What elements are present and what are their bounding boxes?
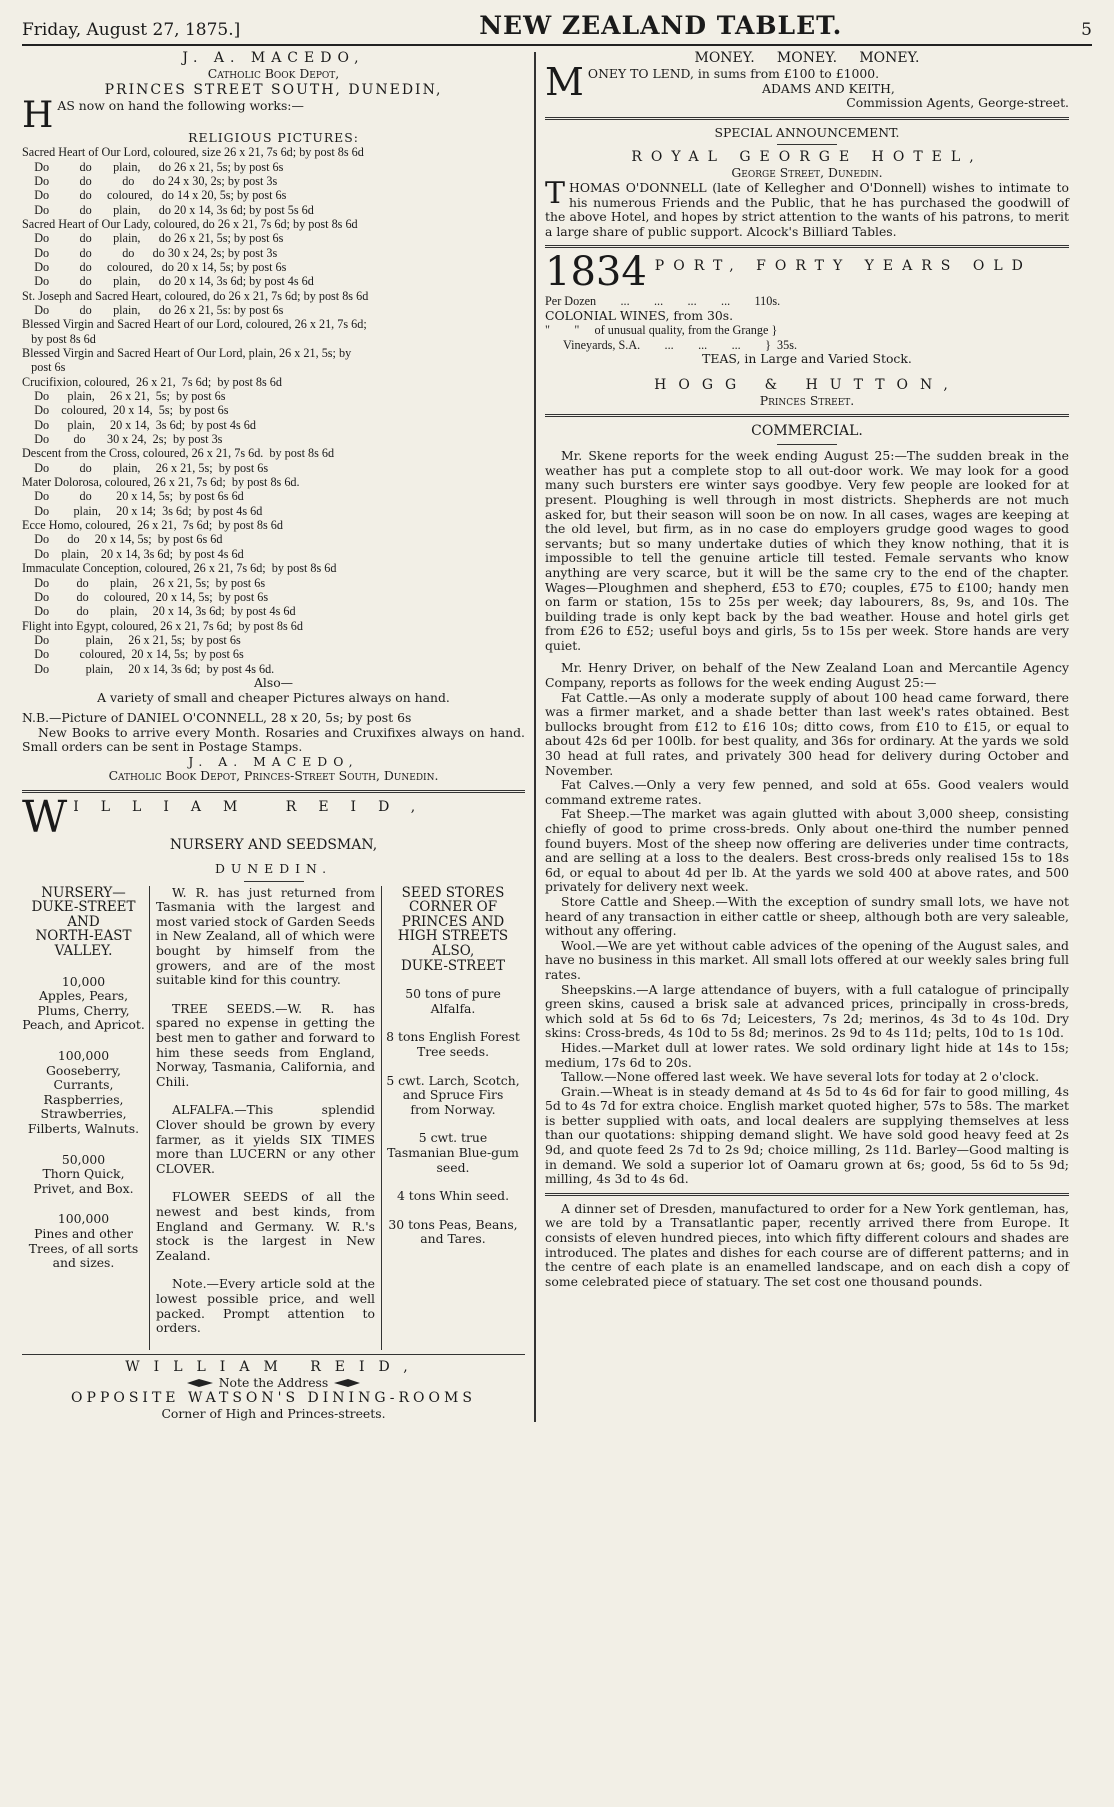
price-list-line: Do do plain, 26 x 21, 5s; by post 6s bbox=[22, 460, 269, 475]
price-list-line: Do do plain, do 20 x 14, 3s 6d; by post 4s 6d bbox=[22, 274, 314, 289]
commercial-paragraph: Sheepskins.—A large attendance of buyers, with a full catalogue of principally green skins, caused a brisk sale at advanced prices, principally in cross-breds, which sold at 5s 6d to 6s 7d; Leicesters, 7s 2d; merinos, 4s 3d to 4s 10d. Dry skins: Cross-breds, 4s 10d to 5s 8d; merinos. 2s 9d to 4s 11d; pelts, 10d to 1s 10d. bbox=[545, 981, 1069, 1041]
divider bbox=[22, 790, 525, 793]
religious-pictures-heading: RELIGIOUS PICTURES: bbox=[188, 129, 359, 145]
stores-entry: 5 cwt. Larch, Scotch, and Spruce Firs from Norway. bbox=[386, 1072, 520, 1117]
books-notice: New Books to arrive every Month. Rosaries and Cruxifixes always on hand. Small orders can be sent in Postage Stamps. bbox=[22, 724, 525, 755]
commercial-paragraph: Grain.—Wheat is in steady demand at 4s 5d to 4s 6d for fair to good milling, 4s 5d to 4s 7d for extra choice. English market quoted higher, 57s to 58s. The market is better supplied with oats, and local dealers are supplying themselves at less than our quotations: shipping demand slight. We have sold good heavy feed at 2s 9d, and quote feed 2s 7d to 2s 9d; choice milling, 2s 11d. Barley—Good malting is in demand. We sold a superior lot of Oamaru grown at 6s; good, 5s 6d to 5s 9d; milling, 4s 3d to 4s 6d. bbox=[545, 1083, 1069, 1187]
drop-cap: T bbox=[545, 175, 566, 211]
nursery-entry: Gooseberry, Currants, Raspberries, Strawberries, Filberts, Walnuts. bbox=[27, 1062, 140, 1136]
reid-paragraph: W. R. has just returned from Tasmania with the largest and most varied stock of Garden Seeds in New Zealand, all of which were bought by himself from the growers, and are of the most suitable kind for this country. bbox=[156, 884, 375, 988]
nursery-entry: VALLEY. bbox=[54, 943, 113, 960]
nursery-entry: Pines and other Trees, of all sorts and sizes. bbox=[28, 1225, 139, 1271]
price-list-line: Do do coloured, do 20 x 14, 5s; by post 6s bbox=[22, 259, 287, 274]
macedo-depot: Catholic Book Depot, bbox=[207, 66, 340, 81]
price-list-line: Do do plain, do 26 x 21, 5s: by post 6s bbox=[22, 302, 284, 317]
price-list-line: Do do coloured, 20 x 14, 5s; by post 6s bbox=[22, 589, 269, 604]
price-list-line: Do do do do 24 x 30, 2s; by post 3s bbox=[22, 173, 278, 188]
price-list-line: Do do plain, do 20 x 14, 3s 6d; by post 5s 6d bbox=[22, 202, 314, 217]
left-column bbox=[22, 50, 534, 1422]
nursery-entry: Apples, Pears, Plums, Cherry, Peach, and Apricot. bbox=[22, 988, 145, 1033]
stores-entry: DUKE-STREET bbox=[400, 957, 506, 974]
port-dozen: Per Dozen ... ... ... ... 110s. bbox=[545, 294, 781, 309]
right-column bbox=[536, 50, 1069, 1422]
price-list-line: Do do 30 x 24, 2s; by post 3s bbox=[22, 432, 223, 447]
stores-entry: 8 tons English Forest Tree seeds. bbox=[386, 1029, 520, 1059]
nb-line: N.B.—Picture of DANIEL O'CONNELL, 28 x 20, 5s; by post 6s bbox=[22, 710, 412, 726]
price-list-line: Sacred Heart of Our Lady, coloured, do 26 x 21, 7s 6d; by post 8s 6d bbox=[22, 216, 358, 231]
port-title: PORT, FORTY YEARS OLD bbox=[654, 258, 1032, 275]
drop-cap: H bbox=[22, 98, 54, 131]
price-list-line: Sacred Heart of Our Lord, coloured, size 26 x 21, 7s 6d; by post 8s 6d bbox=[22, 145, 364, 160]
macedo-street: PRINCES STREET SOUTH, DUNEDIN, bbox=[104, 81, 443, 98]
reid-stores-column bbox=[382, 886, 520, 1350]
colonial-wines: COLONIAL WINES, from 30s. bbox=[545, 307, 734, 323]
stores-entry: CORNER OF bbox=[408, 899, 498, 916]
port-year: 1834 bbox=[545, 254, 647, 291]
reid-trade: NURSERY AND SEEDSMAN, bbox=[169, 837, 378, 854]
reid-nursery-column bbox=[22, 886, 150, 1350]
commercial-paragraph: Fat Cattle.—As only a moderate supply of about 100 head came forward, there was a firmer market, and a shade better than last week's rates obtained. Best bullocks brought from £12 to £16 10s; ditto cows, from £10 to £15, or equal to about 42s 6d per 100lb. for best quality, and 36s for ordinary. At the yards we sold 30 head at full rates, and privately 300 head for delivery during October and November. bbox=[545, 689, 1069, 778]
nursery-entry: NURSERY— bbox=[41, 884, 126, 901]
price-list-line: Flight into Egypt, coloured, 26 x 21, 7s 6d; by post 8s 6d bbox=[22, 618, 303, 633]
price-list-line: by post 8s 6d bbox=[22, 331, 96, 346]
commercial-paragraph: Hides.—Market dull at lower rates. We sold ordinary light hide at 14s to 15s; medium, 17s 6d to 20s. bbox=[545, 1039, 1069, 1070]
price-list-line: Do do plain, do 26 x 21, 5s; by post 6s bbox=[22, 159, 284, 174]
stores-entry: HIGH STREETS bbox=[397, 928, 509, 945]
commercial-paragraph: Tallow.—None offered last week. We have several lots for today at 2 o'clock. bbox=[561, 1069, 1040, 1085]
stores-entry: 30 tons Peas, Beans, and Tares. bbox=[388, 1216, 518, 1247]
price-list-line: Descent from the Cross, coloured, 26 x 21, 7s 6d. by post 8s 6d bbox=[22, 446, 335, 461]
price-list-line: Blessed Virgin and Sacred Heart of our Lord, coloured, 26 x 21, 7s 6d; bbox=[22, 317, 367, 332]
teas-line: TEAS, in Large and Varied Stock. bbox=[702, 350, 912, 366]
drop-cap: W bbox=[22, 799, 68, 838]
special-heading: SPECIAL ANNOUNCEMENT. bbox=[714, 124, 900, 140]
grange-line-1: " " of unusual quality, from the Grange } bbox=[545, 323, 778, 338]
reid-paragraph: ALFALFA.—This splendid Clover should be grown by every farmer, as it yields SIX TIMES more than LUCERN or any other CLOVER. bbox=[156, 1102, 375, 1176]
note-text: Note the Address bbox=[218, 1374, 329, 1390]
variety-line: A variety of small and cheaper Pictures always on hand. bbox=[97, 689, 450, 705]
commercial-paragraph: Wool.—We are yet without cable advices of the opening of the August sales, and have no business in this market. All small lots offered at our weekly sales bring full rates. bbox=[545, 937, 1069, 982]
price-list-line: post 6s bbox=[22, 360, 66, 375]
price-list-line: Do plain, 26 x 21, 5s; by post 6s bbox=[22, 389, 226, 404]
hogg-hutton: HOGG & HUTTON, bbox=[654, 376, 960, 393]
newspaper-title: NEW ZEALAND TABLET. bbox=[479, 11, 843, 40]
hotel-name: ROYAL GEORGE HOTEL, bbox=[631, 149, 983, 166]
macedo-intro bbox=[22, 99, 525, 131]
masthead bbox=[22, 10, 1092, 46]
commercial-paragraph: Mr. Skene reports for the week ending August 25:—The sudden break in the weather has put a complete stop to all out-door work. We may look for a good many such bursters ere winter says goodbye. Very few people are looked for at present. Ploughing is well through in most districts. Shepherds are not much asked for, but their season will soon be on now. In all cases, wages are keeping at the old level, but firm, as in no case do employers grudge good wages to good servants; but so many undertake duties of which they know nothing, that it is impossible to tell the genuine article till tested. Female servants who know anything are very scarce, but it will be the same cry to the end of the chapter. Wages—Ploughmen and shepherd, £53 to £70; couples, £75 to £100; handy men on farm or station, 15s to 25s per week; day labourers, 8s, 9s, and 10s. The building trade is only kept back by the bad weather. House and hotel girls get from £26 to £52; useful boys and girls, 5s to 15s per week. Store hands are very quiet. bbox=[545, 448, 1069, 653]
nursery-entry: AND bbox=[67, 913, 100, 930]
reid-paragraph: TREE SEEDS.—W. R. has spared no expense in getting the best men to gather and forward to him these seeds from England, Norway, Tasmania, California, and Chili. bbox=[156, 1000, 375, 1089]
price-list-line: Mater Dolorosa, coloured, 26 x 21, 7s 6d; by post 8s 6d. bbox=[22, 475, 300, 490]
nursery-entry: 100,000 bbox=[57, 1211, 110, 1227]
nursery-entry: 10,000 bbox=[61, 973, 106, 989]
price-list-line: Do do do do 30 x 24, 2s; by post 3s bbox=[22, 245, 278, 260]
page-number: 5 bbox=[1081, 20, 1092, 40]
hotel-paragraph: HOMAS O'DONNELL (late of Kellegher and O'Donnell) wishes to intimate to his numerous Friends and the Public, that he has purchased the goodwill of the above Hotel, and hopes by strict attention to the wants of his patrons, to merit a large share of public support. Alcock's Billiard Tables. bbox=[545, 179, 1069, 239]
pointing-hand-icon bbox=[185, 1377, 215, 1389]
drop-cap: M bbox=[545, 67, 584, 104]
price-list-line: Do coloured, 20 x 14, 5s; by post 6s bbox=[22, 647, 244, 662]
note-address bbox=[22, 1376, 525, 1391]
nursery-entry: DUKE-STREET bbox=[31, 899, 136, 916]
stores-entry: PRINCES AND bbox=[401, 913, 505, 930]
price-list-line: Do do plain, 20 x 14, 3s 6d; by post 4s 6d bbox=[22, 604, 296, 619]
price-list-line: Do do plain, 26 x 21, 5s; by post 6s bbox=[22, 575, 266, 590]
stores-entry: ALSO, bbox=[431, 943, 475, 960]
reid-paragraph: FLOWER SEEDS of all the newest and best kinds, from England and Germany. W. R.'s stock is the largest in New Zealand. bbox=[156, 1189, 375, 1263]
money-heading: MONEY. MONEY. MONEY. bbox=[694, 50, 920, 66]
price-list-line: St. Joseph and Sacred Heart, coloured, do 26 x 21, 7s 6d; by post 8s 6d bbox=[22, 288, 369, 303]
commercial-paragraph: Fat Calves.—Only a very few penned, and sold at 65s. Good vealers would command extreme rates. bbox=[545, 777, 1069, 807]
price-list-line: Do coloured, 20 x 14, 5s; by post 6s bbox=[22, 403, 229, 418]
reid-town: DUNEDIN. bbox=[214, 861, 333, 877]
commercial-paragraph: Fat Sheep.—The market was again glutted with about 3,000 sheep, consisting chiefly of good to prime cross-breds. Only about one-third the number penned found buyers. Most of the sheep now offering are deliveries under time contracts, and are selling at a loss to the dealers. Best cross-breds only realised 15s to 18s 6d, or equal to about 4d per lb. At the yards we sold 400 at above rates, and 500 privately for delivery next week. bbox=[545, 806, 1069, 895]
price-list-line: Do do 20 x 14, 5s; by post 6s 6d bbox=[22, 489, 244, 504]
port-ad bbox=[545, 254, 1069, 290]
opposite-line: OPPOSITE WATSON'S DINING-ROOMS bbox=[71, 1390, 476, 1407]
stores-entry: 50 tons of pure Alfalfa. bbox=[405, 986, 501, 1016]
reid-signature: WILLIAM REID, bbox=[125, 1358, 422, 1375]
reid-name: ILLIAM REID, bbox=[73, 799, 438, 816]
price-list-line: Crucifixion, coloured, 26 x 21, 7s 6d; by post 8s 6d bbox=[22, 374, 282, 389]
money-agents: Commission Agents, George-street. bbox=[846, 95, 1069, 111]
macedo-name: J. A. MACEDO, bbox=[182, 50, 365, 66]
money-firm: ADAMS AND KEITH, bbox=[762, 80, 895, 96]
nursery-entry: 100,000 bbox=[57, 1048, 110, 1063]
commercial-paragraph: Mr. Henry Driver, on behalf of the New Zealand Loan and Mercantile Agency Company, reports as follows for the week ending August 25:— bbox=[545, 660, 1069, 691]
commercial-paragraph: Store Cattle and Sheep.—With the exception of sundry small lots, we have not heard of any transaction in either cattle or sheep, although both are very saleable, without any offering. bbox=[545, 893, 1069, 939]
dresden-paragraph: A dinner set of Dresden, manufactured to order for a New York gentleman, has, we are told by a Transatlantic paper, recently arrived there from Europe. It consists of eleven hundred pieces, into which fifty different colours and shades are introduced. The plates and dishes for each course are of different patterns; and in the centre of each plate is an enamelled landscape, and on each dish a copy of some celebrated piece of statuary. The set cost one thousand pounds. bbox=[545, 1200, 1069, 1289]
nursery-entry: Thorn Quick, Privet, and Box. bbox=[33, 1166, 134, 1196]
hotel-street: George Street, Dunedin. bbox=[731, 165, 883, 181]
price-list-line: Do do 20 x 14, 5s; by post 6s 6d bbox=[22, 532, 223, 547]
nursery-entry: 50,000 bbox=[61, 1151, 106, 1167]
price-list-line: Ecce Homo, coloured, 26 x 21, 7s 6d; by post 8s 6d bbox=[22, 518, 283, 533]
money-line: ONEY TO LEND, in sums from £100 to £1000. bbox=[587, 67, 880, 81]
intro-text: AS now on hand the following works:— bbox=[57, 98, 304, 113]
stores-entry: SEED STORES bbox=[401, 884, 505, 901]
also-label: Also— bbox=[253, 674, 294, 690]
price-list-line: Do plain, 20 x 14; 3s 6d; by post 4s 6d bbox=[22, 503, 263, 518]
nursery-entry: NORTH-EAST bbox=[35, 928, 132, 945]
picture-price-list bbox=[22, 145, 525, 676]
reid-header bbox=[22, 799, 525, 837]
price-list-line: Do plain, 20 x 14, 3s 6d; by post 4s 6d bbox=[22, 417, 256, 432]
issue-date: Friday, August 27, 1875.] bbox=[22, 20, 241, 40]
reid-description-column bbox=[150, 886, 382, 1350]
commercial-heading: COMMERCIAL. bbox=[751, 423, 863, 440]
stores-entry: 5 cwt. true Tasmanian Blue-gum seed. bbox=[387, 1130, 519, 1175]
stores-entry: 4 tons Whin seed. bbox=[396, 1188, 510, 1204]
hotel-text bbox=[545, 175, 1069, 239]
price-list-line: Blessed Virgin and Sacred Heart of Our Lord, plain, 26 x 21, 5s; by bbox=[22, 346, 352, 360]
corner-line: Corner of High and Princes-streets. bbox=[161, 1406, 386, 1422]
price-list-line: Do do plain, do 26 x 21, 5s; by post 6s bbox=[22, 231, 284, 246]
hogg-street: Princes Street. bbox=[759, 392, 855, 408]
macedo-signature-address: Catholic Book Depot, Princes-Street South, Dunedin. bbox=[108, 768, 439, 784]
grange-line-2: Vineyards, S.A. ... ... ... } 35s. bbox=[545, 337, 798, 352]
price-list-line: Immaculate Conception, coloured, 26 x 21, 7s 6d; by post 8s 6d bbox=[22, 561, 337, 576]
price-list-line: Do plain, 26 x 21, 5s; by post 6s bbox=[22, 632, 241, 647]
reid-columns bbox=[22, 886, 525, 1350]
commercial-report bbox=[545, 449, 1069, 1187]
reid-paragraph: Note.—Every article sold at the lowest possible price, and well packed. Prompt attention to orders. bbox=[156, 1276, 375, 1336]
price-list-line: Do plain, 20 x 14, 3s 6d; by post 4s 6d. bbox=[22, 661, 275, 676]
macedo-signature: J. A. MACEDO, bbox=[188, 753, 359, 769]
pointing-hand-icon bbox=[332, 1377, 362, 1389]
money-ad bbox=[545, 67, 1069, 111]
price-list-line: Do plain, 20 x 14, 3s 6d; by post 4s 6d bbox=[22, 546, 244, 561]
price-list-line: Do do coloured, do 14 x 20, 5s; by post 6s bbox=[22, 188, 287, 203]
